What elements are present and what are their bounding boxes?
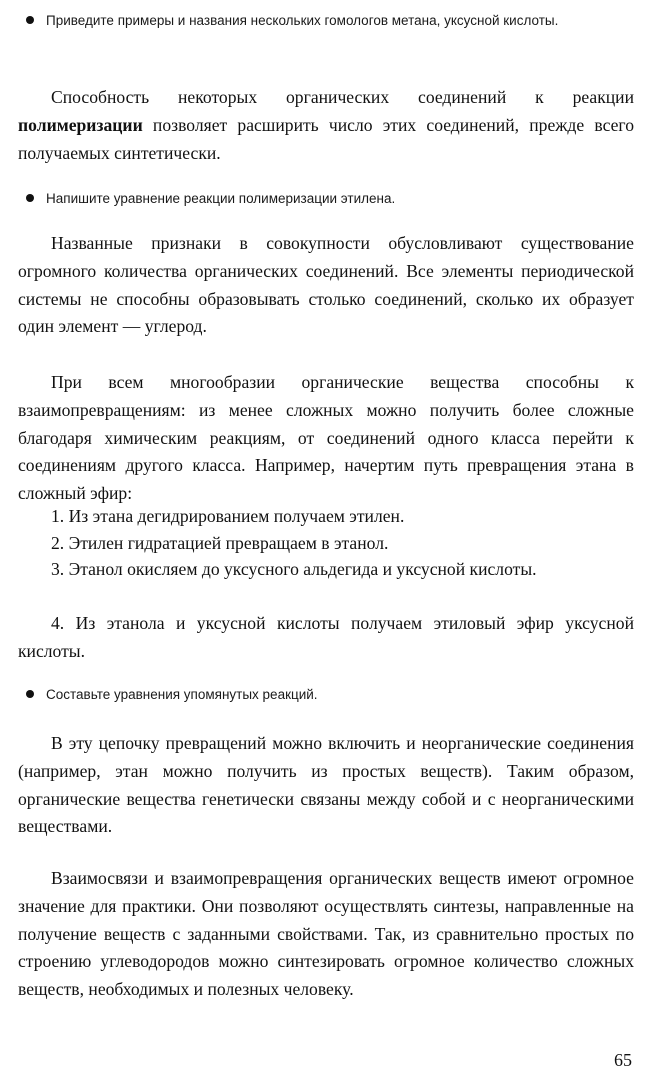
list-item-step-3: 3. Этанол окисляем до уксусного альдегида и уксусной кислоты. [51, 559, 537, 579]
bullet-icon [26, 16, 34, 24]
task-text: Напишите уравнение реакции полимеризации этилена. [46, 191, 396, 206]
list-item-step-4: 4. Из этанола и уксусной кислоты получаем этиловый эфир уксусной кислоты. [18, 613, 634, 661]
task-text: Составьте уравнения упомянутых реакций. [46, 687, 318, 702]
task-text: Приведите примеры и названия нескольких гомологов метана, уксусной кислоты. [46, 13, 559, 28]
paragraph-practical-importance: Взаимосвязи и взаимопревращения органических веществ имеют огромное значение для практики. Они позволяют осуществлять синтезы, направленные на получение веществ с заданными свойствами. Так, из сравнительно простых по строению углеводородов можно синтезировать огромное количество сложных веществ, необходимых и полезных человеку. [18, 868, 634, 1000]
task-question-equations [26, 682, 630, 708]
bullet-icon [26, 194, 34, 202]
list-item-step-1: 1. Из этана дегидрированием получаем этилен. [51, 506, 405, 526]
task-question-ethylene [26, 186, 630, 212]
bullet-icon [26, 690, 34, 698]
term-polymerization: полимеризации [18, 114, 143, 135]
page-number: 65 [614, 1050, 632, 1070]
paragraph-transformations: При всем многообразии органические вещества способны к взаимопревращениям: из менее сложных можно получить более сложные благодаря химическим реакциям, от соединений одного класса перейти к соединениям другого класса. Например, начертим путь превращения этана в сложный эфир: [18, 372, 634, 504]
paragraph-features: Названные признаки в совокупности обусловливают существование огромного количества органических соединений. Все элементы периодической системы не способны образовывать столько соединений, сколько их образует один элемент — углерод. [18, 233, 634, 337]
list-item-step-2: 2. Этилен гидратацией превращаем в этанол. [51, 533, 389, 553]
task-question-homologs [26, 8, 630, 34]
paragraph-inorganic-link: В эту цепочку превращений можно включить и неорганические соединения (например, этан можно получить из простых веществ). Таким образом, органические вещества генетически связаны между собой и с неорганическими веществами. [18, 733, 634, 837]
paragraph-polymerization: Способность некоторых органических соединений к реакции полимеризации позволяет расширить число этих соединений, прежде всего получаемых синтетически. [18, 87, 634, 163]
